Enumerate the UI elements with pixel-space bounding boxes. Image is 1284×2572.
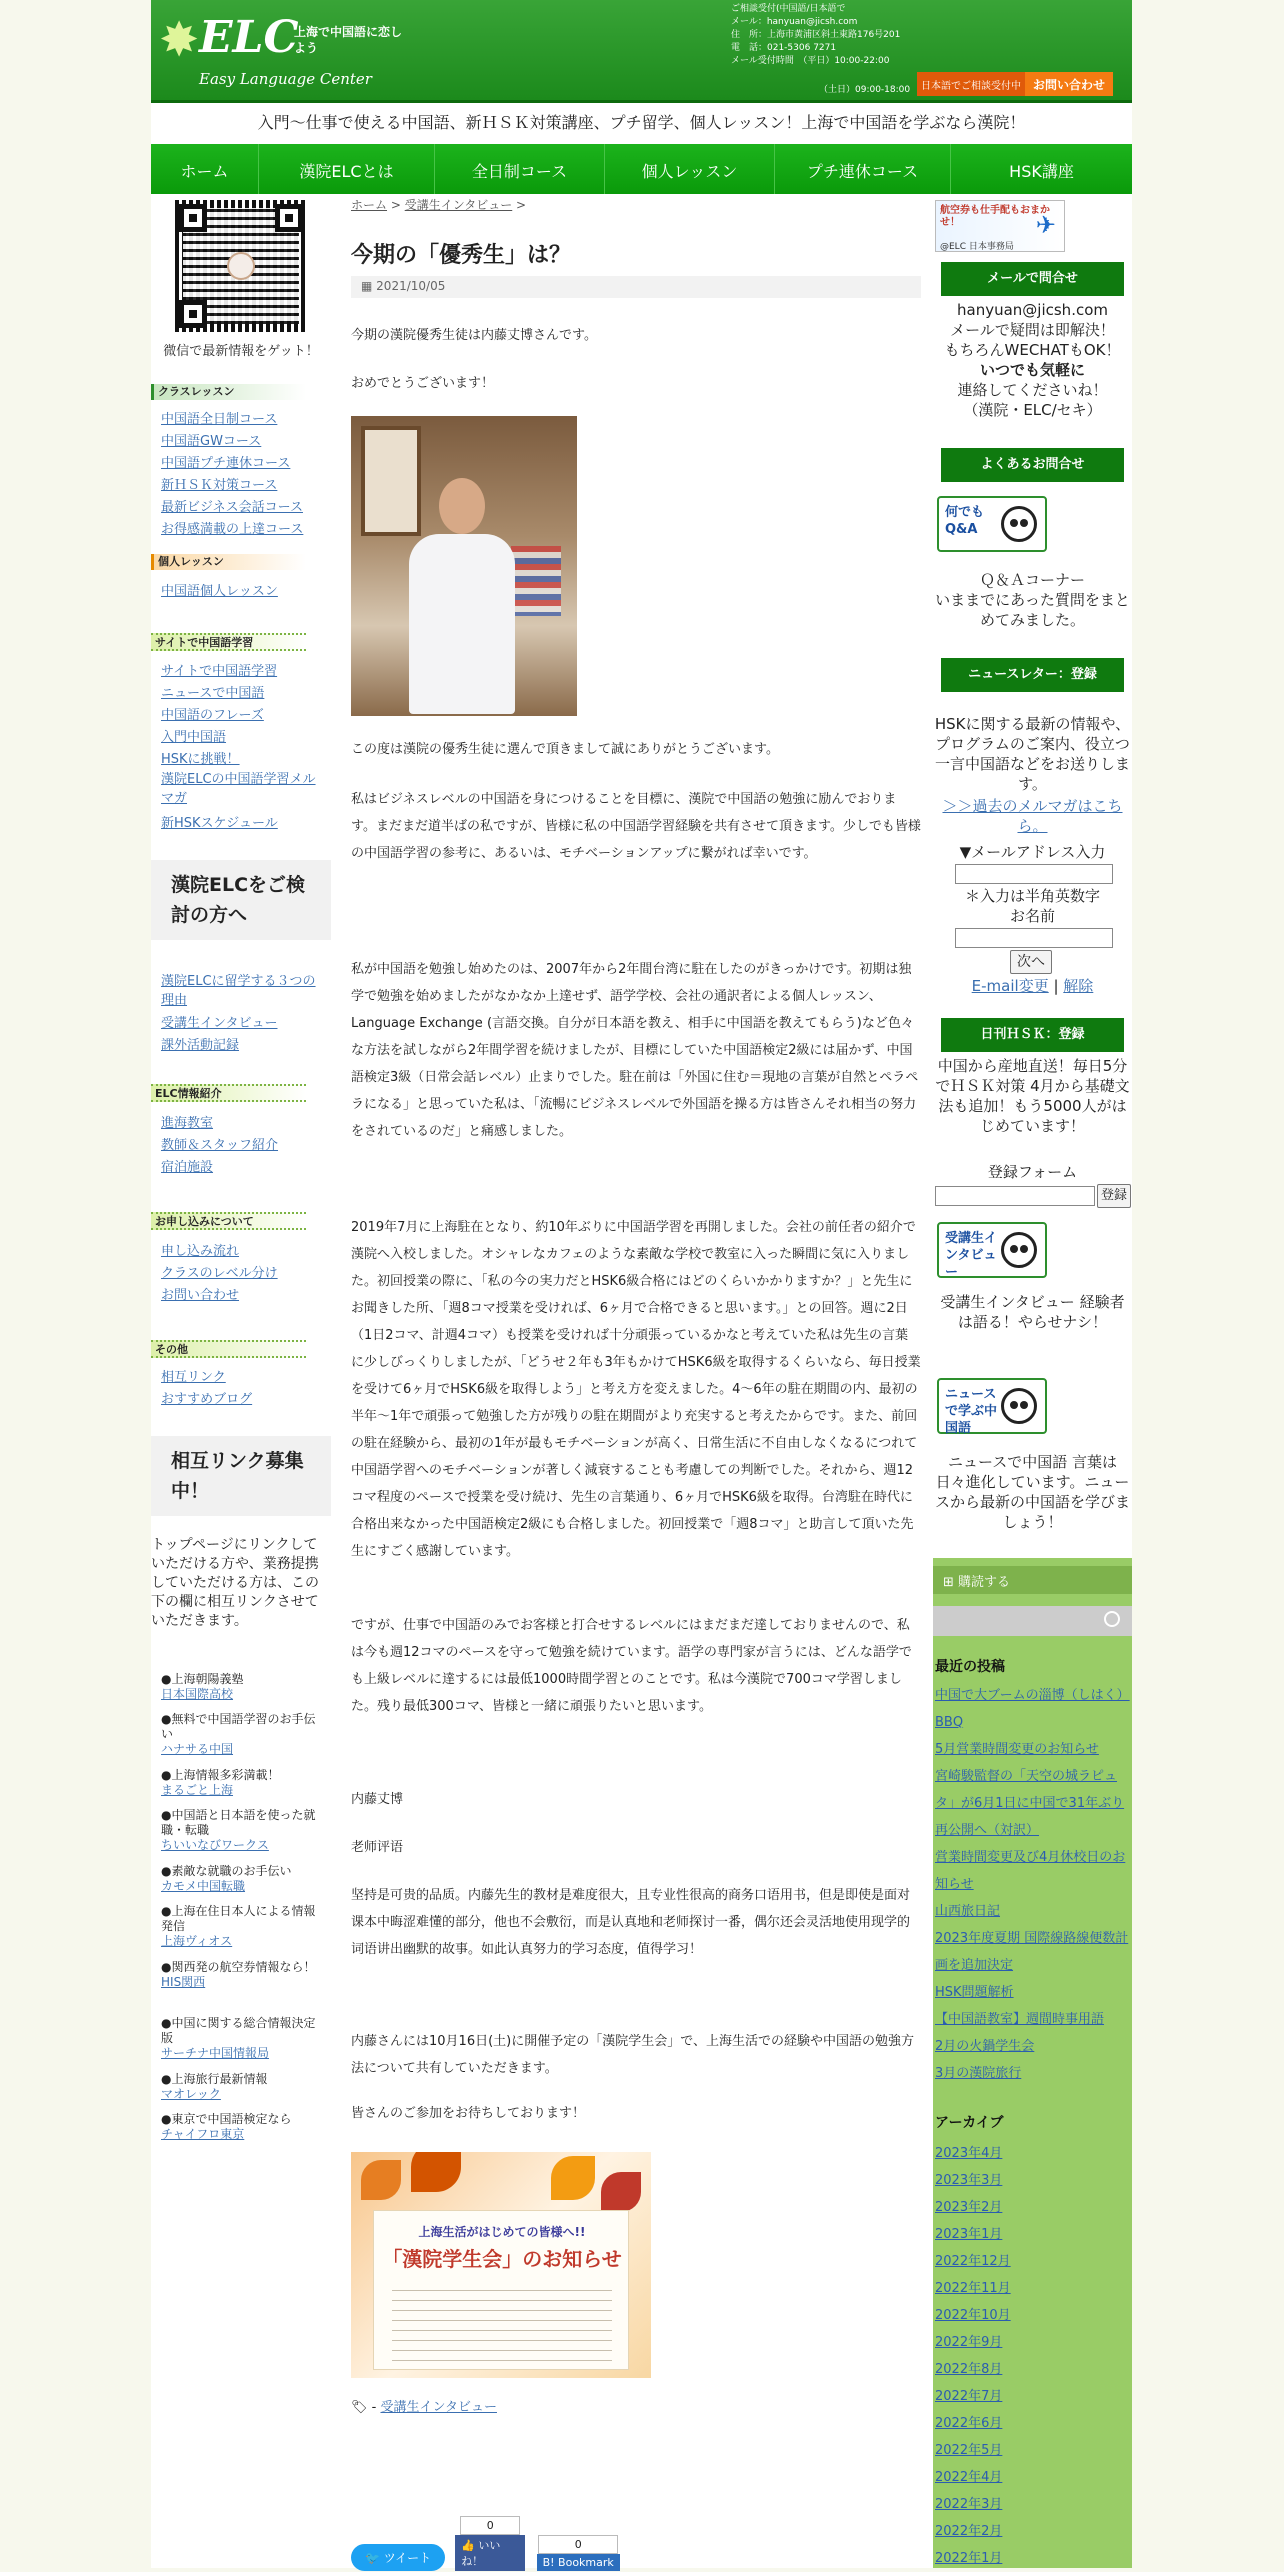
friend-link-anchor[interactable]: まるごと上海 xyxy=(161,1783,234,1797)
news-chinese-banner[interactable] xyxy=(937,1378,1047,1434)
sidebar-link[interactable]: 最新ビジネス会話コース xyxy=(161,500,303,515)
recent-post-link[interactable]: 中国で大ブームの淄博（しはく）BBQ xyxy=(935,1688,1130,1730)
faq-banner-text: 何でもQ&A xyxy=(945,505,985,537)
archive-link[interactable]: 2022年11月 xyxy=(935,2281,1011,2296)
article-paragraph: 老师评语 xyxy=(351,1840,404,1855)
article-paragraph: 坚持是可贵的品质。内藤先生的教材是难度很大，且专业性很高的商务口语用书，但是即使是面对课本中晦涩难懂的部分，他也不会敷衍，而是认真地和老师探讨一番，偶尔还会灵活地使用现学的词语讲出幽默的故事。如此认真努力的学习态度，值得学习！ xyxy=(351,1888,911,1957)
daily-hsk-heading: 日刊ＨＳＫ：登録 xyxy=(941,1018,1124,1052)
friend-link-anchor[interactable]: マオレック xyxy=(161,2087,221,2101)
friend-link-anchor[interactable]: ちいいなびワークス xyxy=(161,1838,269,1852)
recent-post-link[interactable]: 3月の漢院旅行 xyxy=(935,2066,1022,2081)
friend-link-anchor[interactable]: HIS関西 xyxy=(161,1975,206,1989)
article-paragraph: 今期の漢院優秀生徒は内藤丈博さんです。 xyxy=(351,328,597,343)
faq-title: Ｑ＆Ａコーナー xyxy=(979,571,1085,589)
friend-link-anchor[interactable]: 日本国際高校 xyxy=(161,1687,234,1701)
panda-icon xyxy=(1001,506,1037,542)
sidebar-link[interactable]: 新HSKスケジュール xyxy=(161,816,278,831)
share-buttons xyxy=(351,2516,621,2571)
contact-line: 電 話：021-5306 7271 xyxy=(731,43,837,53)
facebook-like-button[interactable] xyxy=(455,2535,525,2571)
friend-link xyxy=(161,1960,326,1990)
register-form-label: 登録フォーム xyxy=(987,1163,1078,1181)
article-paragraph: 私はビジネスレベルの中国語を身につけることを目標に、漢院で中国語の勉強に励んでおります。まだまだ道半ばの私ですが、皆様に私の中国語学習経験を共有させて頂きます。少しでも皆様の中国語学習の参考に、あるいは、モチベーションアップに繋がれば幸いです。 xyxy=(351,792,921,861)
article-paragraph: 私が中国語を勉強し始めたのは、2007年から2年間台湾に駐在したのがきっかけです。初期は独学で勉強を始めましたがなかなか上達せず、語学学校、会社の通訳者による個人レッスン、Language Exchange (言語交換。自分が日本語を教え、相手に中国語を教えてもらう)など色々な方法を試しながら2年間学習を続けましたが、目標にしていた中国語検定2級には届かず、中国語検定3級（日常会話レベル）止まりでした。駐在前は「外国に住む＝現地の言葉が自然とペラペラになる」と思っていた私は、「流暢にビジネスレベルで外国語を操る方は皆さんそれ相当の努力をされているのだ」と痛感しました。 xyxy=(351,962,919,1139)
recent-post-link[interactable]: 【中国語教室】週間時事用語 xyxy=(935,2012,1105,2027)
newsletter-actions: E-mail変更 | 解除 xyxy=(971,977,1094,995)
friend-link-anchor[interactable]: ハナサる中国 xyxy=(161,1742,234,1756)
class-lesson-heading: クラスレッスン xyxy=(151,384,306,400)
logo-tagline: 上海で中国語に恋しよう xyxy=(294,25,403,55)
breadcrumb-sep: > xyxy=(387,198,405,212)
logo-sub: Easy Language Center xyxy=(199,70,372,88)
hatena-bookmark xyxy=(535,2535,621,2571)
archive-link[interactable]: 2022年7月 xyxy=(935,2389,1003,2404)
archive-link[interactable]: 2022年6月 xyxy=(935,2416,1003,2431)
site-tagline: 入門～仕事で使える中国語、新ＨＳＫ対策講座、プチ留学、個人レッスン！上海で中国語を学ぶなら漢院！ xyxy=(257,113,1026,132)
inquiry-label: 日本語でご相談受付中 xyxy=(917,72,1025,96)
mail-text: （漢院・ELC/セキ） xyxy=(963,401,1102,419)
photo-shelf xyxy=(511,546,561,616)
rss-icon: ⊞ xyxy=(943,1575,954,1590)
poster-title: 「漢院学生会」のお知らせ xyxy=(382,2247,622,2271)
email-note: ＊入力は半角英数字 xyxy=(964,887,1100,905)
friend-desc: ●中国語と日本語を使った就職・転職 xyxy=(161,1808,316,1837)
email-input[interactable] xyxy=(955,864,1113,884)
poster-leaf xyxy=(411,2152,461,2192)
archive-link[interactable]: 2022年12月 xyxy=(935,2254,1011,2269)
poster-details xyxy=(392,2281,612,2361)
flight-banner-sub: @ELC 日本事務局 xyxy=(940,242,1014,252)
poster-leaf xyxy=(551,2156,595,2200)
friend-desc: ●無料で中国語学習のお手伝い xyxy=(161,1712,316,1741)
sidebar-link[interactable]: 中国語プチ連休コース xyxy=(161,456,291,471)
friend-link xyxy=(161,1712,326,1757)
friend-desc: ●東京で中国語検定なら xyxy=(161,2112,292,2126)
sidebar-link[interactable]: 中国語GWコース xyxy=(161,434,262,449)
photo-person-body xyxy=(409,534,515,714)
private-lesson-heading: 個人レッスン xyxy=(151,554,306,570)
archive-link[interactable]: 2022年1月 xyxy=(935,2551,1003,2566)
panda-icon xyxy=(1001,1388,1037,1424)
archive-link[interactable]: 2022年2月 xyxy=(935,2524,1003,2539)
friend-link xyxy=(161,1864,326,1894)
nav-item-about[interactable]: 漢院ELCとは xyxy=(259,144,435,194)
site-study-heading: サイトで中国語学習 xyxy=(151,633,306,651)
sidebar-link[interactable]: おすすめブログ xyxy=(161,1392,253,1407)
sidebar-link[interactable]: 申し込み流れ xyxy=(161,1244,240,1259)
photo-window xyxy=(361,426,421,536)
page xyxy=(151,0,1132,2568)
archive-link[interactable]: 2023年1月 xyxy=(935,2227,1003,2242)
email-change-link[interactable]: E-mail変更 xyxy=(971,977,1049,995)
archive-link[interactable]: 2023年4月 xyxy=(935,2146,1003,2161)
wechat-qr-code xyxy=(175,200,307,332)
name-input[interactable] xyxy=(955,928,1113,948)
thumbs-up-icon: 👍 xyxy=(461,2539,475,2552)
article-paragraph: おめでとうございます！ xyxy=(351,376,495,391)
rss-label: 購読する xyxy=(958,1575,1011,1590)
friend-desc: ●上海朝陽義塾 xyxy=(161,1672,244,1686)
recent-post-link[interactable]: HSK問題解析 xyxy=(935,1985,1014,2000)
sidebar-link[interactable]: 相互リンク xyxy=(161,1370,226,1385)
friend-desc: ●素敵な就職のお手伝い xyxy=(161,1864,292,1878)
recent-post-link[interactable]: 2月の火鍋学生会 xyxy=(935,2039,1035,2054)
poster-heading: 上海生活がはじめての皆様へ!! xyxy=(418,2225,586,2239)
star-icon: ✸ xyxy=(159,12,200,68)
news-chinese-banner-text: ニュースで学ぶ中国語 xyxy=(945,1387,998,1436)
qr-logo xyxy=(227,252,255,280)
article-paragraph: 内藤さんには10月16日(土)に開催予定の「漢院学生会」で、上海生活での経験や中国語の勉強方法について共有していただきます。 xyxy=(351,2034,914,2076)
sidebar-link[interactable]: 宿泊施設 xyxy=(161,1160,214,1175)
archive-link[interactable]: 2022年8月 xyxy=(935,2362,1003,2377)
faq-desc: いままでにあった質問をまとめてみました。 xyxy=(935,591,1130,629)
contact-line: 住 所：上海市黄浦区斜土東路176号201 xyxy=(731,30,901,40)
sidebar-link[interactable]: 教師＆スタッフ紹介 xyxy=(161,1138,279,1153)
archive-heading: アーカイブ xyxy=(935,2115,1004,2131)
facebook-like xyxy=(455,2516,525,2571)
logo-text: ELC xyxy=(199,12,299,63)
sidebar-link[interactable]: 入門中国語 xyxy=(161,730,227,745)
qr-corner xyxy=(179,300,207,328)
sidebar-link[interactable]: 新ＨＳＫ対策コース xyxy=(161,478,278,493)
tag-icon: 🏷 xyxy=(351,2400,368,2415)
sidebar-link[interactable]: HSKに挑戦！ xyxy=(161,752,240,767)
contact-line: ご相談受付(中国語/日本語で xyxy=(731,4,846,14)
qr-caption: 微信で最新情報をゲット！ xyxy=(163,344,319,359)
inquiry-button[interactable] xyxy=(917,72,1127,96)
unsubscribe-link[interactable]: 解除 xyxy=(1063,977,1094,995)
nav-item-home[interactable]: ホーム xyxy=(151,144,259,194)
mail-inquiry-heading: メールで問合せ xyxy=(941,262,1124,296)
photo-person-head xyxy=(439,478,485,534)
friend-link-anchor[interactable]: 上海ヴィオス xyxy=(161,1934,233,1948)
contact-line: メール：hanyuan@jicsh.com xyxy=(731,17,858,27)
sidebar-link[interactable]: 課外活動記録 xyxy=(161,1038,240,1053)
friend-link xyxy=(161,2072,326,2102)
archive-link[interactable]: 2022年10月 xyxy=(935,2308,1011,2323)
article-paragraph: 内藤丈博 xyxy=(351,1792,404,1807)
recent-posts-heading: 最近の投稿 xyxy=(935,1659,1005,1675)
poster-panel xyxy=(373,2210,629,2370)
post-date-bar xyxy=(351,276,921,298)
sidebar-link[interactable]: ニュースで中国語 xyxy=(161,686,265,701)
friend-desc: ●上海情報多彩満載！ xyxy=(161,1768,280,1782)
sidebar-link[interactable]: 進海教室 xyxy=(161,1116,214,1131)
sidebar-link[interactable]: サイトで中国語学習 xyxy=(161,664,278,679)
site-logo[interactable] xyxy=(159,12,403,92)
recent-post-link[interactable]: 営業時間変更及び4月休校日のお知らせ xyxy=(935,1850,1126,1892)
recent-post-link[interactable]: 山西旅日記 xyxy=(935,1904,1001,1919)
right-sidebar xyxy=(933,196,1132,2568)
friend-link xyxy=(161,1808,326,1853)
friend-link xyxy=(161,1904,326,1949)
flight-banner-title: 航空券も仕手配もおまかせ！ xyxy=(940,205,1050,228)
friend-desc: ●関西発の航空券情報なら！ xyxy=(161,1960,316,1974)
inquiry-link: お問い合わせ xyxy=(1025,72,1113,96)
airplane-icon: ✈ xyxy=(1035,211,1056,239)
email-label: ▼メールアドレス入力 xyxy=(959,843,1106,861)
mail-text: いつでも気軽に xyxy=(979,361,1085,379)
twitter-icon: 🐦 xyxy=(365,2551,380,2565)
next-button[interactable]: 次へ xyxy=(1010,950,1052,974)
recent-post-link[interactable]: 5月営業時間変更のお知らせ xyxy=(935,1742,1099,1757)
hatena-bookmark-button[interactable]: B! Bookmark xyxy=(537,2554,620,2571)
breadcrumb-category[interactable]: 受講生インタビュー xyxy=(404,198,513,212)
hatena-count: 0 xyxy=(538,2535,618,2554)
archive-link[interactable]: 2023年3月 xyxy=(935,2173,1003,2188)
recent-post-link[interactable]: 2023年度夏期 国際線路線便数計画を追加決定 xyxy=(935,1931,1129,1973)
facebook-count: 0 xyxy=(460,2516,520,2535)
friend-link xyxy=(161,1672,326,1702)
site-header xyxy=(151,0,1132,103)
tweet-button[interactable] xyxy=(351,2544,445,2571)
friend-link xyxy=(161,2016,326,2061)
friend-link-anchor[interactable]: チャイフロ東京 xyxy=(161,2127,245,2141)
newsletter-archive-link[interactable]: ＞＞過去のメルマガはこちら。 xyxy=(942,797,1123,835)
news-chinese-desc: ニュースで中国語 言葉は日々進化しています。ニュースから最新の中国語を学びましょう！ xyxy=(934,1453,1130,1531)
mail-text: もちろんWECHATもOK！ xyxy=(944,341,1121,359)
main-nav xyxy=(151,144,1132,194)
friend-desc: ●上海旅行最新情報 xyxy=(161,2072,268,2086)
daily-hsk-desc: 中国から産地直送！毎日5分でＨＳＫ対策 4月から基礎文法も追加！もう5000人がはじめています！ xyxy=(935,1057,1130,1135)
recent-post-link[interactable]: 宮崎駿監督の「天空の城ラピュタ」が6月1日に中国で31年ぶり再公開へ（対訳） xyxy=(935,1769,1125,1838)
faq-banner[interactable] xyxy=(937,496,1047,552)
article-paragraph: 2019年7月に上海駐在となり、約10年ぶりに中国語学習を再開しました。会社の前任者の紹介で漢院へ入校しました。オシャレなカフェのような素敵な学校で教室に入った瞬間に気に入りました。初回授業の際に、「私の今の実力だとHSK6級合格にはどのくらいかかりますか？」と先生にお聞きした所、「週8コマ授業を受ければ、6ヶ月で合格できると思います。」との回答。週に2日（1日2コマ、計週4コマ）も授業を受ければ十分頑張っているかなと考えていた私は先生の言葉に少しびっくりしましたが、「どうせ２年も3年もかけてHSK6級を取得するくらいなら、毎日授業を受けて6ヶ月でHSK6級を取得しよう」と考え方を変えました。4～6年の駐在期間の内、最初の半年～1年で頑張って勉強した方が残りの駐在期間がより充実すると考えたからです。また、前回の駐在経験から、最初の1年が最もモチベーションが高く、日常生活に不自由しなくなるにつれて中国語学習へのモチベーションが著しく減衰することも考慮しての判断でした。それから、週12コマ程度のペースで授業を受け続け、先生の言葉通り、6ヶ月でHSK6級を取得。台湾駐在時代に合格出来なかった中国語検定2級にも合格しました。初回授業で「週8コマ」と助言して頂いた先生にすごく感謝しています。 xyxy=(351,1220,921,1559)
mail-text: メールで疑問は即解決！ xyxy=(950,321,1115,339)
flight-banner[interactable] xyxy=(935,200,1065,252)
friend-link xyxy=(161,1768,326,1798)
contact-line: メール受付時間 （平日）10:00-22:00 xyxy=(731,56,890,66)
friend-link xyxy=(161,2112,326,2142)
sidebar-link[interactable]: 漢院ELCの中国語学習メルマガ xyxy=(161,772,316,806)
breadcrumb xyxy=(351,196,526,213)
elc-info-heading: ELC情報紹介 xyxy=(151,1084,306,1102)
rss-feed[interactable] xyxy=(933,1566,1132,1594)
sidebar-link[interactable]: 漢院ELCに留学する３つの理由 xyxy=(161,974,316,1008)
friend-desc: ●中国に関する総合情報決定版 xyxy=(161,2016,316,2045)
breadcrumb-home[interactable]: ホーム xyxy=(351,198,388,212)
archive-link[interactable]: 2022年3月 xyxy=(935,2497,1003,2512)
search-icon[interactable] xyxy=(1104,1611,1120,1627)
tag-prefix: - xyxy=(371,2400,381,2415)
contact-hours-weekend: （土日）09:00-18:00 xyxy=(819,85,911,95)
nav-item-fulltime[interactable]: 全日制コース xyxy=(435,144,605,194)
facebook-like-label: いいね！ xyxy=(461,2539,501,2568)
student-photo xyxy=(351,416,577,716)
nav-item-hsk[interactable]: HSK講座 xyxy=(1009,162,1074,181)
mail-address: hanyuan@jicsh.com xyxy=(957,301,1108,319)
register-input[interactable] xyxy=(935,1186,1095,1206)
sidebar-link[interactable]: 中国語のフレーズ xyxy=(161,708,264,723)
promo-consider: 漢院ELCをご検討の方へ xyxy=(151,860,331,940)
mail-text: 連絡してくださいね！ xyxy=(957,381,1108,399)
friend-desc: ●上海在住日本人による情報発信 xyxy=(161,1904,316,1933)
post-date: 2021/10/05 xyxy=(376,279,446,293)
promo-link-exchange: 相互リンク募集中！ xyxy=(151,1436,331,1516)
nav-item-private[interactable]: 個人レッスン xyxy=(605,144,775,194)
interview-banner-text: 受講生インタビュー xyxy=(945,1231,998,1280)
apply-heading: お申し込みについて xyxy=(151,1212,306,1230)
tweet-label: ツイート xyxy=(383,2551,432,2565)
qr-corner xyxy=(179,204,207,232)
article-paragraph: この度は漢院の優秀生徒に選んで頂きまして誠にありがとうございます。 xyxy=(351,742,779,757)
archive-link[interactable]: 2022年4月 xyxy=(935,2470,1003,2485)
faq-heading: よくあるお問合せ xyxy=(941,448,1124,482)
archive-link[interactable]: 2023年2月 xyxy=(935,2200,1003,2215)
name-label: お名前 xyxy=(1009,907,1055,925)
newsletter-heading: ニュースレター：登録 xyxy=(941,658,1124,692)
other-heading: その他 xyxy=(151,1340,306,1358)
archive-link[interactable]: 2022年9月 xyxy=(935,2335,1003,2350)
poster-leaf xyxy=(601,2172,641,2212)
friend-link-anchor[interactable]: カモメ中国転職 xyxy=(161,1879,246,1893)
tag-link[interactable]: 受講生インタビュー xyxy=(380,2400,497,2415)
sidebar-link[interactable]: 中国語個人レッスン xyxy=(161,584,278,599)
article-paragraph: 皆さんのご参加をお待ちしております！ xyxy=(351,2106,586,2121)
sidebar-link[interactable]: 受講生インタビュー xyxy=(161,1016,278,1031)
nav-item-holiday[interactable]: プチ連休コース xyxy=(775,144,951,194)
interview-desc: 受講生インタビュー 経験者は語る！やらせナシ！ xyxy=(940,1293,1125,1331)
sidebar-link[interactable]: お問い合わせ xyxy=(161,1288,240,1303)
post-tags xyxy=(351,2396,497,2415)
sidebar-link[interactable]: お得感満載の上達コース xyxy=(161,522,304,537)
panda-icon xyxy=(1001,1232,1037,1268)
sidebar-link[interactable]: 中国語全日制コース xyxy=(161,412,278,427)
friend-link-anchor[interactable]: サーチナ中国情報局 xyxy=(161,2046,270,2060)
qr-corner xyxy=(275,204,303,232)
register-button[interactable]: 登録 xyxy=(1097,1184,1131,1208)
interview-banner[interactable] xyxy=(937,1222,1047,1278)
newsletter-desc: HSKに関する最新の情報や、プログラムのご案内、役立つ一言中国語などをお送りします。 xyxy=(934,715,1131,793)
poster-leaf xyxy=(361,2160,401,2200)
breadcrumb-sep: > xyxy=(512,198,527,212)
contact-info xyxy=(731,3,900,68)
search-box[interactable] xyxy=(933,1606,1132,1636)
event-poster xyxy=(351,2152,651,2378)
link-exchange-text: トップページにリンクしていただける方や、業務提携していただける方は、この下の欄に相互リンクさせていただきます。 xyxy=(151,1537,319,1629)
page-title: 今期の「優秀生」は？ xyxy=(351,243,572,268)
sidebar-link[interactable]: クラスのレベル分け xyxy=(161,1266,278,1281)
article-paragraph: ですが、仕事で中国語のみでお客様と打合せするレベルにはまだまだ達しておりませんので、私は今も週12コマのペースを守って勉強を続けています。語学の専門家が言うには、どんな語学でも上級レベルに達するには最低1000時間学習とのことです。私は今漢院で700コマ学習しました。残り最低300コマ、皆様と一緒に頑張りたいと思います。 xyxy=(351,1618,912,1714)
calendar-icon: ▦ xyxy=(361,279,373,293)
archive-link[interactable]: 2022年5月 xyxy=(935,2443,1003,2458)
